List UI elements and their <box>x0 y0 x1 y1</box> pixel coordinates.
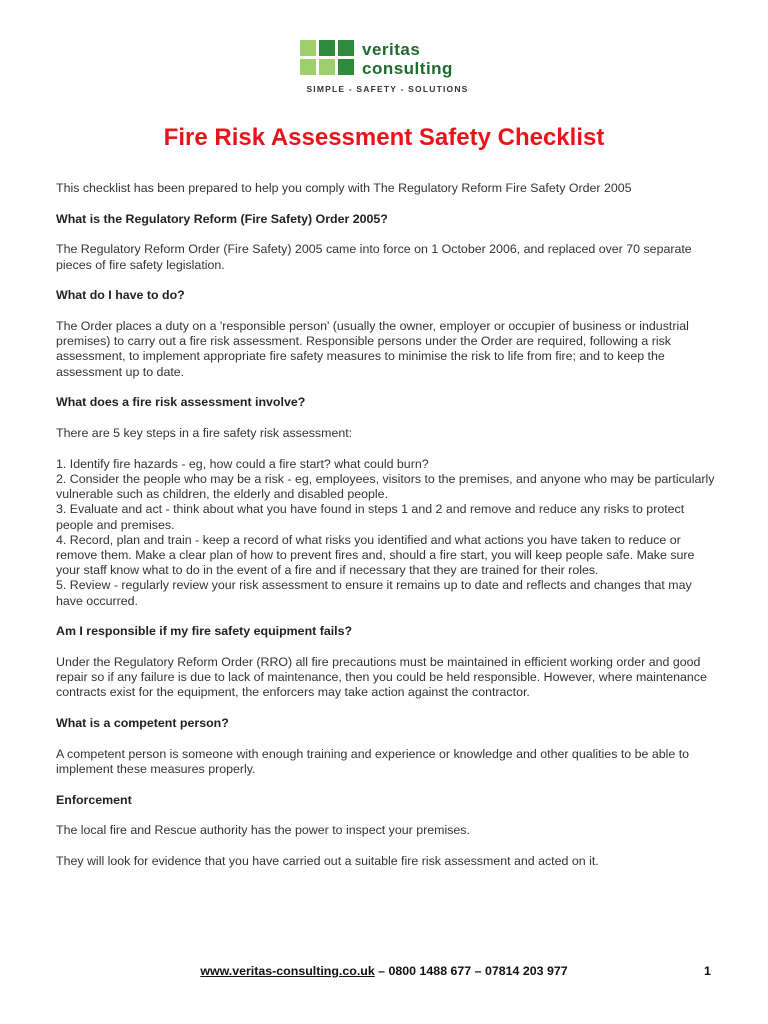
section-heading: What does a fire risk assessment involve? <box>56 395 306 410</box>
footer-phone-numbers: – 0800 1488 677 – 07814 203 977 <box>374 964 568 978</box>
website-link[interactable]: www.veritas-consulting.co.uk <box>200 964 375 978</box>
page-footer <box>0 964 768 978</box>
logo-grid-icon <box>300 40 354 78</box>
logo-square <box>319 40 335 56</box>
section-heading: What do I have to do? <box>56 288 185 303</box>
section-heading: What is the Regulatory Reform (Fire Safety) Order 2005? <box>56 211 388 226</box>
section-paragraph: The local fire and Rescue authority has the power to inspect your premises. <box>56 823 470 838</box>
logo-square <box>319 59 335 75</box>
logo-square <box>338 40 354 56</box>
section-paragraph: A competent person is someone with enough training and experience or knowledge and other qualities to be able to implement these measures properly. <box>56 746 690 776</box>
section-heading: Am I responsible if my fire safety equipment fails? <box>56 624 353 639</box>
company-logo <box>300 40 490 96</box>
step-item: 5. Review - regularly review your risk assessment to ensure it remains up to date and reflects and changes that may have occurred. <box>56 578 692 608</box>
logo-word-veritas: veritas <box>362 40 421 59</box>
section-paragraph: They will look for evidence that you have carried out a suitable fire risk assessment and acted on it. <box>56 854 599 869</box>
section-paragraph: The Regulatory Reform Order (Fire Safety) 2005 came into force on 1 October 2006, and replaced over 70 separate pieces of fire safety legislation. <box>56 242 692 272</box>
intro-paragraph: This checklist has been prepared to help you comply with The Regulatory Reform Fire Safety Order 2005 <box>56 181 632 195</box>
logo-tagline: SIMPLE - SAFETY - SOLUTIONS <box>306 84 469 94</box>
step-item: 1. Identify fire hazards - eg, how could a fire start? what could burn? <box>56 456 429 471</box>
document-body <box>56 181 716 869</box>
step-item: 2. Consider the people who may be a risk - eg, employees, visitors to the premises, and anyone who may be particularly vulnerable such as children, the elderly and disabled people. <box>56 471 715 502</box>
step-item: 3. Evaluate and act - think about what you have found in steps 1 and 2 and remove and reduce any risks to protect people and premises. <box>56 502 685 532</box>
page-title: Fire Risk Assessment Safety Checklist <box>163 124 605 151</box>
logo-square <box>338 59 354 75</box>
logo-square <box>300 40 316 56</box>
section-paragraph: The Order places a duty on a 'responsible person' (usually the owner, employer or occupier of business or industrial premises) to carry out a fire risk assessment. Responsible persons under the Order are required, following a risk assessment, to implement appropriate fire safety measures to minimise the risk to life from fire; and to keep the assessment up to date. <box>56 319 689 379</box>
page-number: 1 <box>704 964 711 978</box>
section-heading: Enforcement <box>56 792 132 807</box>
section-paragraph: Under the Regulatory Reform Order (RRO) all fire precautions must be maintained in efficient working order and good repair so if any failure is due to lack of maintenance, then you could be held responsible. However, where maintenance contracts exist for the equipment, the enforcers may take action against the contractor. <box>56 654 707 700</box>
step-item: 4. Record, plan and train - keep a record of what risks you identified and what actions you have taken to reduce or remove them. Make a clear plan of how to prevent fires and, should a fire start, you will keep people safe. Make sure your staff know what to do in the event of a fire and if necessary that they are trained for their roles. <box>56 532 695 578</box>
section-heading: What is a competent person? <box>56 716 229 731</box>
logo-square <box>300 59 316 75</box>
logo-word-consulting: consulting <box>362 59 453 78</box>
section-paragraph: There are 5 key steps in a fire safety risk assessment: <box>56 426 353 441</box>
